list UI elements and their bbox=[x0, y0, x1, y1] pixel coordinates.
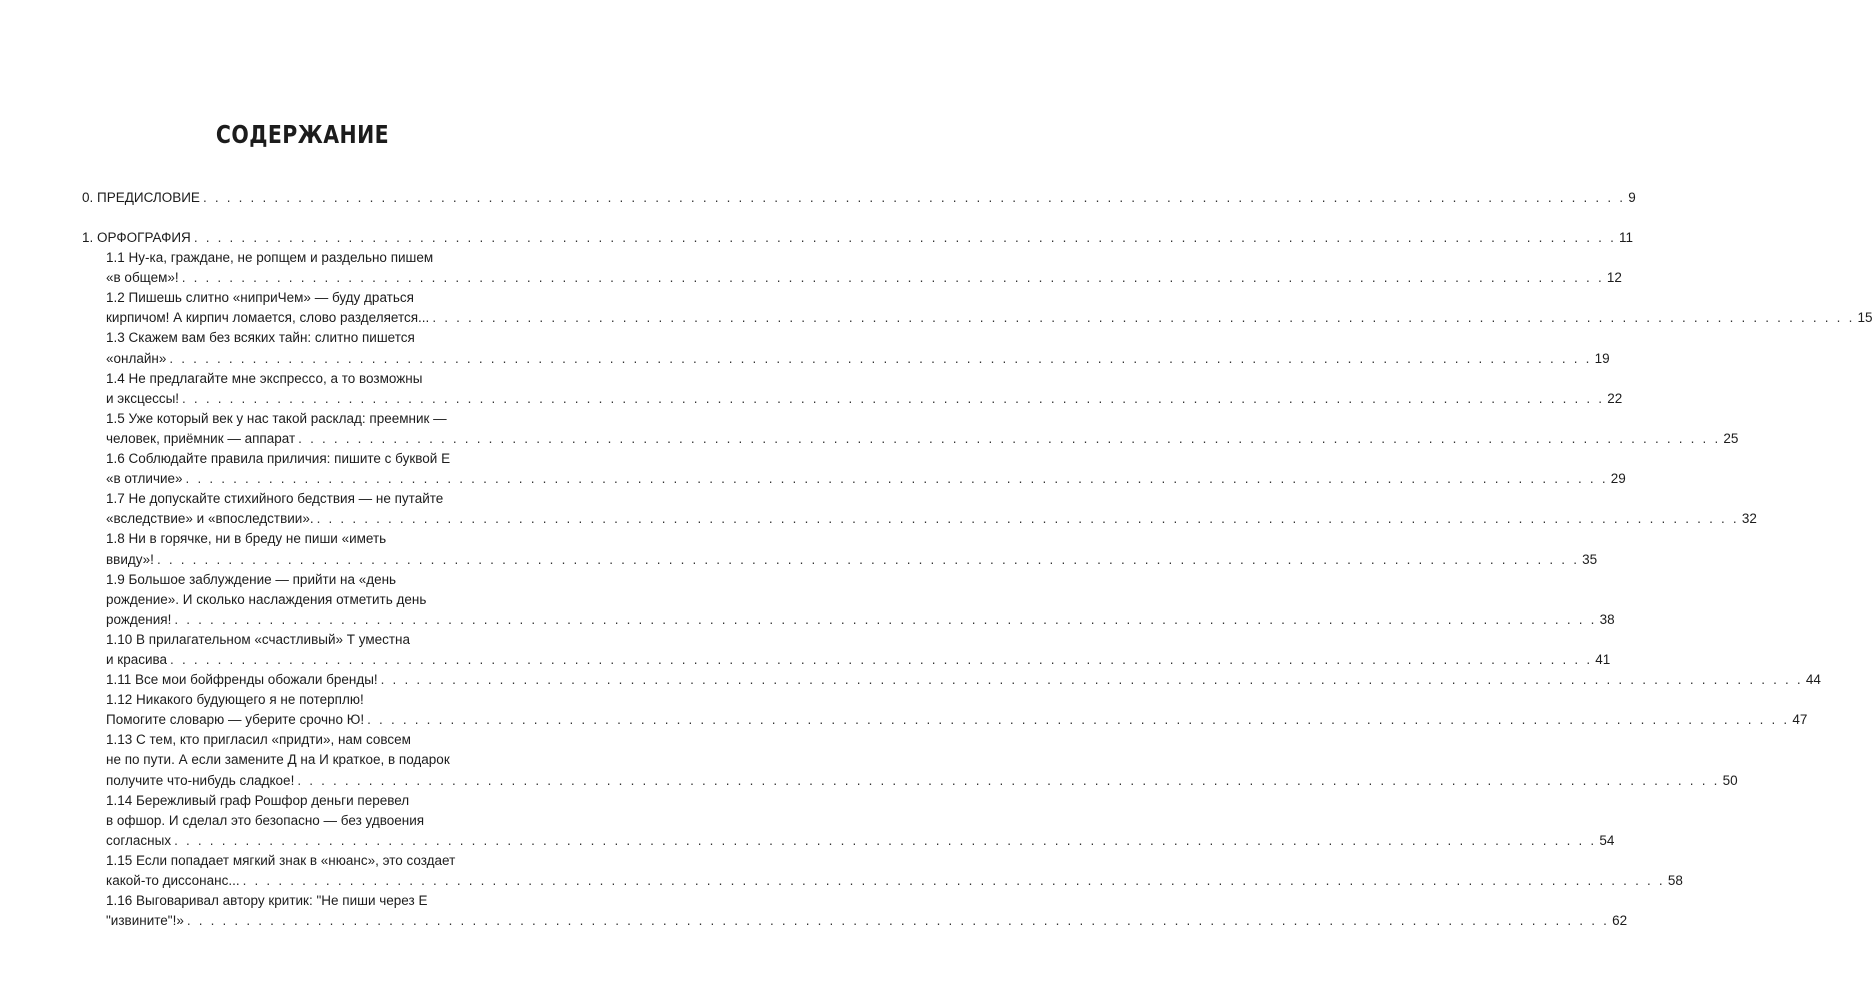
toc-entry-last-line[interactable] bbox=[82, 228, 1634, 248]
toc-entry-text: согласных bbox=[106, 832, 172, 848]
toc-entry-text: Помогите словарю — уберите срочно Ю! bbox=[106, 712, 365, 728]
toc-entry-last-line[interactable] bbox=[82, 710, 1808, 730]
toc-entry-last-line[interactable] bbox=[82, 389, 1623, 409]
dot-leader: . . . . . . . . . . . . . . . . . . . . . . . . . . . . . . . . . . . . . . . . . . . . . . . . . . . . . . . . . . . . . . . . . . . . . . . . . . . . . . . . . . . . . . . . . . . . . . . . . . . . . . . . . . . . . . . . . . . . . . . . bbox=[298, 430, 1721, 446]
toc-section-orthography bbox=[82, 228, 1873, 931]
toc-entry-text: ввиду»! bbox=[106, 551, 154, 567]
dot-leader: . . . . . . . . . . . . . . . . . . . . . . . . . . . . . . . . . . . . . . . . . . . . . . . . . . . . . . . . . . . . . . . . . . . . . . . . . . . . . . . . . . . . . . . . . . . . . . . . . . . . . . . . . . . . . . . . . . . . . . . . bbox=[181, 270, 1604, 286]
toc-page-number: 9 bbox=[1628, 190, 1636, 205]
toc-entry-last-line[interactable] bbox=[82, 610, 1615, 630]
dot-leader: . . . . . . . . . . . . . . . . . . . . . . . . . . . . . . . . . . . . . . . . . . . . . . . . . . . . . . . . . . . . . . . . . . . . . . . . . . . . . . . . . . . . . . . . . . . . . . . . . . . . . . . . . . . . . . . . . . . . . . . . bbox=[367, 712, 1790, 728]
toc-entry-text: 1. ОРФОГРАФИЯ bbox=[82, 230, 191, 245]
toc-entry-text: и эксцессы! bbox=[106, 390, 180, 406]
toc-entry-text: кирпичом! А кирпич ломается, слово разделяется... bbox=[106, 310, 430, 326]
toc-entry-text: "извините"!» bbox=[106, 913, 184, 929]
toc-page-number: 38 bbox=[1599, 611, 1615, 627]
dot-leader: . . . . . . . . . . . . . . . . . . . . . . . . . . . . . . . . . . . . . . . . . . . . . . . . . . . . . . . . . . . . . . . . . . . . . . . . . . . . . . . . . . . . . . . . . . . . . . . . . . . . . . . . . . . . . . . . . . . . . . . . bbox=[432, 310, 1855, 326]
toc-entry-last-line[interactable] bbox=[82, 650, 1611, 670]
toc-entry-line[interactable]: 1.14 Бережливый граф Рошфор деньги перевел bbox=[106, 792, 410, 808]
toc-entry-text: «вследствие» и «впоследствии». bbox=[106, 511, 314, 527]
dot-leader: . . . . . . . . . . . . . . . . . . . . . . . . . . . . . . . . . . . . . . . . . . . . . . . . . . . . . . . . . . . . . . . . . . . . . . . . . . . . . . . . . . . . . . . . . . . . . . . . . . . . . . . . . . . . . . . . . . . . . . . . bbox=[182, 390, 1605, 406]
toc-entry-last-line[interactable] bbox=[82, 268, 1622, 288]
dot-leader: . . . . . . . . . . . . . . . . . . . . . . . . . . . . . . . . . . . . . . . . . . . . . . . . . . . . . . . . . . . . . . . . . . . . . . . . . . . . . . . . . . . . . . . . . . . . . . . . . . . . . . . . . . . . . . . . . . . . . . . . bbox=[202, 190, 1626, 205]
toc-entry-text: рождения! bbox=[106, 611, 172, 627]
dot-leader: . . . . . . . . . . . . . . . . . . . . . . . . . . . . . . . . . . . . . . . . . . . . . . . . . . . . . . . . . . . . . . . . . . . . . . . . . . . . . . . . . . . . . . . . . . . . . . . . . . . . . . . . . . . . . . . . . . . . . . . . bbox=[242, 873, 1665, 888]
toc-entry-line[interactable]: 1.4 Не предлагайте мне экспрессо, а то возможны bbox=[106, 370, 423, 386]
toc-entry-line[interactable]: 1.8 Ни в горячке, ни в бреду не пиши «иметь bbox=[106, 531, 387, 547]
toc-entry-text: получите что-нибудь сладкое! bbox=[106, 772, 295, 788]
dot-leader: . . . . . . . . . . . . . . . . . . . . . . . . . . . . . . . . . . . . . . . . . . . . . . . . . . . . . . . . . . . . . . . . . . . . . . . . . . . . . . . . . . . . . . . . . . . . . . . . . . . . . . . . . . . . . . . . . . . . . . . . bbox=[297, 772, 1720, 788]
dot-leader: . . . . . . . . . . . . . . . . . . . . . . . . . . . . . . . . . . . . . . . . . . . . . . . . . . . . . . . . . . . . . . . . . . . . . . . . . . . . . . . . . . . . . . . . . . . . . . . . . . . . . . . . . . . . . . . . . . . . . . . . bbox=[174, 611, 1597, 627]
toc-entry-text: «онлайн» bbox=[106, 350, 167, 366]
dot-leader: . . . . . . . . . . . . . . . . . . . . . . . . . . . . . . . . . . . . . . . . . . . . . . . . . . . . . . . . . . . . . . . . . . . . . . . . . . . . . . . . . . . . . . . . . . . . . . . . . . . . . . . . . . . . . . . . . . . . . . . . bbox=[170, 651, 1593, 667]
toc-entry-line[interactable]: 1.12 Никакого будующего я не потерплю! bbox=[106, 692, 364, 708]
dot-leader: . . . . . . . . . . . . . . . . . . . . . . . . . . . . . . . . . . . . . . . . . . . . . . . . . . . . . . . . . . . . . . . . . . . . . . . . . . . . . . . . . . . . . . . . . . . . . . . . . . . . . . . . . . . . . . . . . . . . . . . . bbox=[185, 471, 1608, 487]
toc-page-number: 22 bbox=[1607, 390, 1623, 406]
toc-entry-last-line[interactable] bbox=[82, 831, 1615, 851]
toc-entry-last-line[interactable] bbox=[82, 911, 1628, 931]
dot-leader: . . . . . . . . . . . . . . . . . . . . . . . . . . . . . . . . . . . . . . . . . . . . . . . . . . . . . . . . . . . . . . . . . . . . . . . . . . . . . . . . . . . . . . . . . . . . . . . . . . . . . . . . . . . . . . . . . . . . . . . . bbox=[169, 350, 1592, 366]
toc-entry-line[interactable]: 1.2 Пишешь слитно «ниприЧем» — буду драться bbox=[106, 290, 414, 306]
toc-page-number: 15 bbox=[1857, 310, 1873, 326]
toc-entry-last-line[interactable] bbox=[82, 429, 1739, 449]
toc-entry-text: человек, приёмник — аппарат bbox=[106, 430, 296, 446]
page-title: СОДЕРЖАНИЕ bbox=[215, 120, 390, 149]
toc-page-number: 54 bbox=[1599, 832, 1615, 848]
dot-leader: . . . . . . . . . . . . . . . . . . . . . . . . . . . . . . . . . . . . . . . . . . . . . . . . . . . . . . . . . . . . . . . . . . . . . . . . . . . . . . . . . . . . . . . . . . . . . . . . . . . . . . . . . . . . . . . . . . . . . . . . bbox=[316, 511, 1739, 527]
toc-entry-line[interactable]: 1.1 Ну-ка, граждане, не ропщем и раздельно пишем bbox=[106, 250, 434, 266]
toc-entry-line[interactable]: 1.5 Уже который век у нас такой расклад: преемник — bbox=[106, 410, 447, 426]
toc-section-preface bbox=[82, 188, 1636, 208]
dot-leader: . . . . . . . . . . . . . . . . . . . . . . . . . . . . . . . . . . . . . . . . . . . . . . . . . . . . . . . . . . . . . . . . . . . . . . . . . . . . . . . . . . . . . . . . . . . . . . . . . . . . . . . . . . . . . . . . . . . . . . . . bbox=[156, 551, 1580, 567]
toc-page-number: 41 bbox=[1595, 651, 1611, 667]
toc-page-number: 25 bbox=[1723, 430, 1739, 446]
toc-entry-last-line[interactable] bbox=[82, 670, 1821, 690]
toc-entry-line[interactable]: рождение». И сколько наслаждения отметить день bbox=[106, 591, 427, 607]
toc-entry-text: «в общем»! bbox=[106, 270, 179, 286]
toc-entry-line[interactable]: 1.7 Не допускайте стихийного бедствия — не путайте bbox=[106, 491, 444, 507]
toc-page-number: 44 bbox=[1805, 672, 1821, 688]
toc-page-number: 11 bbox=[1619, 230, 1634, 245]
toc-entry-text: и красива bbox=[106, 651, 168, 667]
dot-leader: . . . . . . . . . . . . . . . . . . . . . . . . . . . . . . . . . . . . . . . . . . . . . . . . . . . . . . . . . . . . . . . . . . . . . . . . . . . . . . . . . . . . . . . . . . . . . . . . . . . . . . . . . . . . . . . . . . . . . . . . bbox=[193, 230, 1617, 245]
toc-entry-line[interactable]: 1.15 Если попадает мягкий знак в «нюанс», это создает bbox=[106, 852, 456, 868]
toc-entry-text: какой-то диссонанс... bbox=[106, 873, 240, 888]
toc-page-number: 35 bbox=[1582, 551, 1598, 567]
toc-entry-line[interactable]: 1.9 Большое заблуждение — прийти на «день bbox=[106, 571, 397, 587]
toc-entry-last-line[interactable] bbox=[82, 469, 1626, 489]
toc-entry-line[interactable]: 1.16 Выговаривал автору критик: "Не пиши через Е bbox=[106, 893, 428, 909]
toc-entry-text: 0. ПРЕДИСЛОВИЕ bbox=[82, 190, 200, 205]
dot-leader: . . . . . . . . . . . . . . . . . . . . . . . . . . . . . . . . . . . . . . . . . . . . . . . . . . . . . . . . . . . . . . . . . . . . . . . . . . . . . . . . . . . . . . . . . . . . . . . . . . . . . . . . . . . . . . . . . . . . . . . . bbox=[186, 913, 1610, 929]
toc-entry-text: 1.11 Все мои бойфренды обожали бренды! bbox=[106, 672, 378, 688]
dot-leader: . . . . . . . . . . . . . . . . . . . . . . . . . . . . . . . . . . . . . . . . . . . . . . . . . . . . . . . . . . . . . . . . . . . . . . . . . . . . . . . . . . . . . . . . . . . . . . . . . . . . . . . . . . . . . . . . . . . . . . . . bbox=[174, 832, 1597, 848]
toc-page-number: 47 bbox=[1792, 712, 1808, 728]
toc-entry-line[interactable]: 1.6 Соблюдайте правила приличия: пишите с буквой Е bbox=[106, 451, 451, 467]
toc-page-number: 29 bbox=[1610, 471, 1626, 487]
toc-page-number: 32 bbox=[1741, 511, 1757, 527]
toc-entry-last-line[interactable] bbox=[82, 188, 1636, 208]
toc-page-number: 58 bbox=[1667, 873, 1683, 888]
toc-page-number: 19 bbox=[1594, 350, 1610, 366]
toc-entry-line[interactable]: в офшор. И сделал это безопасно — без удвоения bbox=[106, 812, 425, 828]
toc-page-number: 50 bbox=[1722, 772, 1738, 788]
toc-entry-last-line[interactable] bbox=[82, 771, 1738, 791]
toc-entry-last-line[interactable] bbox=[82, 509, 1757, 529]
toc-entry-last-line[interactable] bbox=[82, 550, 1598, 570]
toc-entry-line[interactable]: 1.13 С тем, кто пригласил «придти», нам совсем bbox=[106, 732, 411, 748]
toc-page-number: 12 bbox=[1606, 270, 1622, 286]
dot-leader: . . . . . . . . . . . . . . . . . . . . . . . . . . . . . . . . . . . . . . . . . . . . . . . . . . . . . . . . . . . . . . . . . . . . . . . . . . . . . . . . . . . . . . . . . . . . . . . . . . . . . . . . . . . . . . . . . . . . . . . . bbox=[380, 672, 1803, 688]
toc-entry-last-line[interactable] bbox=[82, 308, 1873, 328]
toc-page-number: 62 bbox=[1612, 913, 1628, 929]
toc-entry-text: «в отличие» bbox=[106, 471, 183, 487]
toc-entry-last-line[interactable] bbox=[82, 349, 1610, 369]
toc-entry-line[interactable]: 1.10 В прилагательном «счастливый» Т уместна bbox=[106, 631, 411, 647]
toc-entry-line[interactable]: не по пути. А если замените Д на И краткое, в подарок bbox=[106, 752, 450, 768]
toc-entry-last-line[interactable] bbox=[82, 871, 1683, 891]
toc-entry-line[interactable]: 1.3 Скажем вам без всяких тайн: слитно пишется bbox=[106, 330, 415, 346]
